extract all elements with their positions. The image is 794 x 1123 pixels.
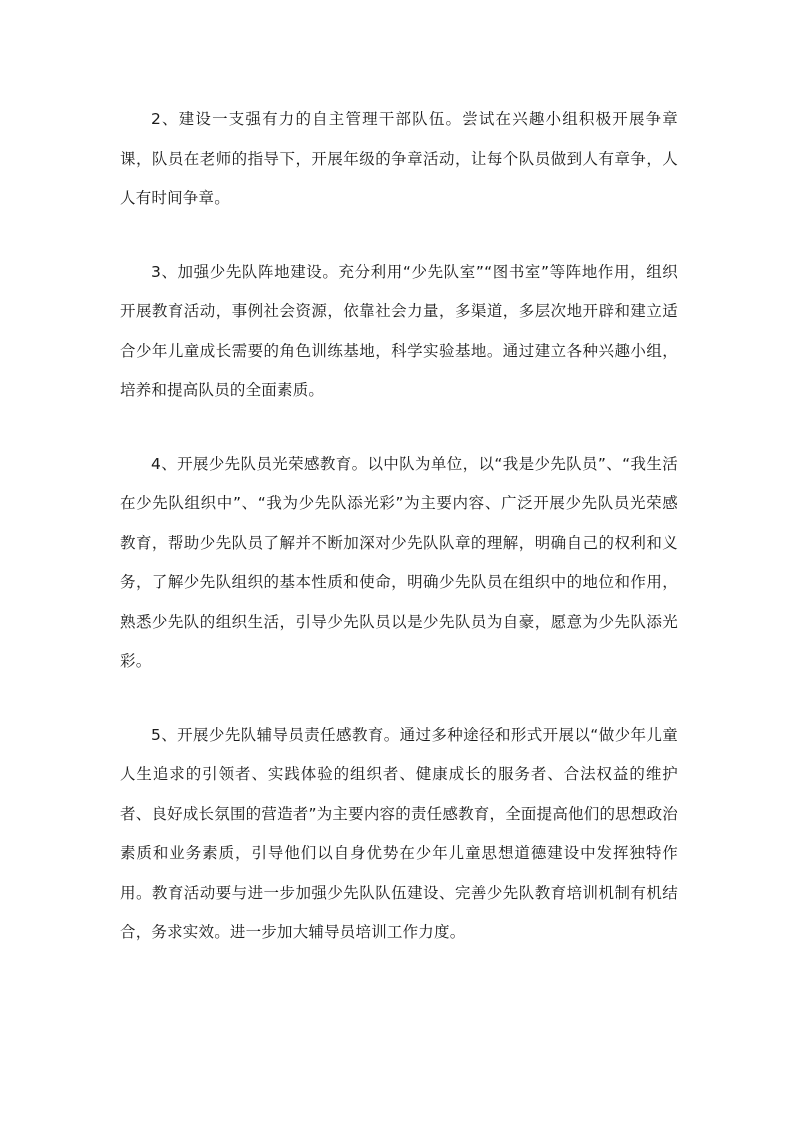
paragraph-item-3: 3、加强少先队阵地建设。充分利用“少先队室”“图书室”等阵地作用，组织开展教育活动，事例社会资源，依靠社会力量，多渠道，多层次地开辟和建立适合少年儿童成长需要的角色训练基地，科学实验基地。通过建立各种兴趣小组，培养和提高队员的全面素质。 [120, 262, 678, 399]
document-page [120, 100, 678, 987]
paragraph-item-4: 4、开展少先队员光荣感教育。以中队为单位，以“我是少先队员”、“我生活在少先队组织中”、“我为少先队添光彩”为主要内容、广泛开展少先队员光荣感教育，帮助少先队员了解并不断加深对少先队队章的理解，明确自己的权利和义务，了解少先队组织的基本性质和使命，明确少先队员在组织中的地位和作用，熟悉少先队的组织生活，引导少先队员以是少先队员为自豪，愿意为少先队添光彩。 [120, 454, 678, 670]
paragraph-item-5: 5、开展少先队辅导员责任感教育。通过多种途径和形式开展以“做少年儿童人生追求的引领者、实践体验的组织者、健康成长的服务者、合法权益的维护者、良好成长氛围的营造者”为主要内容的责任感教育，全面提高他们的思想政治素质和业务素质，引导他们以自身优势在少年儿童思想道德建设中发挥独特作用。教育活动要与进一步加强少先队队伍建设、完善少先队教育培训机制有机结合，务求实效。进一步加大辅导员培训工作力度。 [120, 725, 678, 941]
paragraph-item-2: 2、建设一支强有力的自主管理干部队伍。尝试在兴趣小组积极开展争章课，队员在老师的指导下，开展年级的争章活动，让每个队员做到人有章争，人人有时间争章。 [120, 110, 678, 207]
